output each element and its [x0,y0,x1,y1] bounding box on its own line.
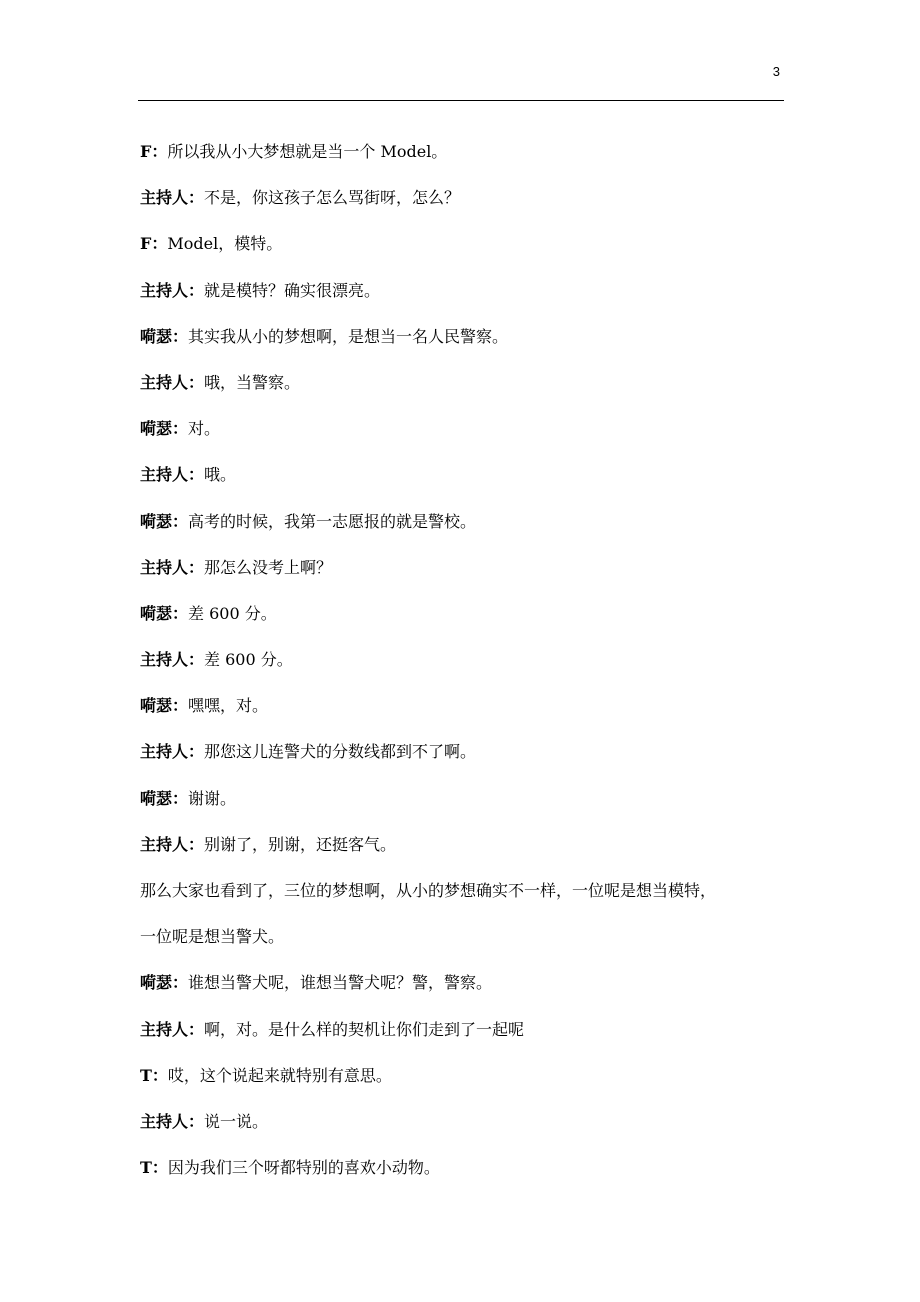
transcript-line [140,545,788,591]
transcript-line [140,914,788,960]
speaker-label: 主持人 [140,650,189,670]
utterance-text: Model，模特。 [167,234,283,254]
speaker-label: 主持人 [140,742,189,762]
transcript-line [140,1007,788,1053]
speaker-separator: ： [151,1158,168,1178]
speaker-separator: ： [172,696,189,716]
utterance-text: 谁想当警犬呢，谁想当警犬呢？警，警察。 [188,973,493,993]
speaker-separator: ： [188,372,205,392]
transcript-line [140,406,788,452]
utterance-text: 对。 [188,419,221,439]
utterance-text: 一位呢是想当警犬。 [140,927,285,947]
speaker-separator: ： [151,234,168,254]
speaker-label: 主持人 [140,834,189,854]
speaker-separator: ： [172,326,189,346]
transcript-line [140,729,788,775]
speaker-label: 主持人 [140,188,189,208]
speaker-label: 嗬瑟 [140,326,173,346]
utterance-text: 差 600 分。 [188,603,277,623]
transcript-line [140,221,788,267]
utterance-text: 那您这儿连警犬的分数线都到不了啊。 [204,742,477,762]
transcript-line [140,868,788,914]
utterance-text: 啊，对。是什么样的契机让你们走到了一起呢 [204,1019,525,1039]
speaker-label: 嗬瑟 [140,788,173,808]
transcript-line [140,960,788,1006]
speaker-label: 主持人 [140,1019,189,1039]
speaker-label: 嗬瑟 [140,696,173,716]
transcript-line [140,637,788,683]
speaker-label: 主持人 [140,280,189,300]
speaker-separator: ： [188,280,205,300]
transcript-line [140,268,788,314]
utterance-text: 嘿嘿，对。 [188,696,269,716]
speaker-separator: ： [172,788,189,808]
header-rule [138,100,784,101]
transcript-line [140,822,788,868]
transcript-line [140,452,788,498]
speaker-separator: ： [151,142,168,161]
transcript-line [140,129,788,175]
utterance-text: 哦。 [204,465,237,485]
speaker-separator: ： [188,742,205,762]
transcript-line [140,1145,788,1191]
speaker-label: 主持人 [140,1111,189,1131]
speaker-separator: ： [188,1111,205,1131]
speaker-separator: ： [172,603,189,623]
transcript-line [140,683,788,729]
speaker-label: 主持人 [140,372,189,392]
speaker-label: 嗬瑟 [140,419,173,439]
utterance-text: 所以我从小大梦想就是当一个 Model。 [167,142,448,161]
page-number: 3 [772,64,780,79]
utterance-text: 就是模特？确实很漂亮。 [204,280,381,300]
speaker-label: T [140,1065,152,1085]
transcript-line [140,314,788,360]
speaker-separator: ： [172,511,189,531]
transcript-line [140,360,788,406]
speaker-label: 嗬瑟 [140,603,173,623]
utterance-text: 不是，你这孩子怎么骂街呀，怎么？ [204,188,461,208]
speaker-label: T [140,1158,152,1178]
utterance-text: 其实我从小的梦想啊，是想当一名人民警察。 [188,326,509,346]
speaker-separator: ： [188,188,205,208]
utterance-text: 哦，当警察。 [204,372,301,392]
transcript-body [140,129,788,1191]
transcript-line [140,776,788,822]
transcript-line [140,499,788,545]
speaker-separator: ： [188,1019,205,1039]
utterance-text: 谢谢。 [188,788,237,808]
transcript-line [140,591,788,637]
speaker-separator: ： [151,1065,168,1085]
utterance-text: 那么大家也看到了，三位的梦想啊，从小的梦想确实不一样，一位呢是想当模特， [140,881,717,900]
utterance-text: 说一说。 [204,1111,269,1131]
speaker-separator: ： [172,973,189,993]
utterance-text: 因为我们三个呀都特别的喜欢小动物。 [167,1158,440,1178]
transcript-line [140,1053,788,1099]
speaker-label: 主持人 [140,465,189,485]
speaker-label: F [140,234,152,254]
speaker-separator: ： [172,419,189,439]
transcript-line [140,1099,788,1145]
utterance-text: 高考的时候，我第一志愿报的就是警校。 [188,511,477,531]
speaker-separator: ： [188,465,205,485]
speaker-separator: ： [188,650,205,670]
speaker-label: 嗬瑟 [140,973,173,993]
speaker-label: 嗬瑟 [140,511,173,531]
utterance-text: 哎，这个说起来就特别有意思。 [167,1065,392,1085]
speaker-separator: ： [188,834,205,854]
utterance-text: 差 600 分。 [204,650,293,670]
utterance-text: 别谢了，别谢，还挺客气。 [204,834,397,854]
transcript-line [140,175,788,221]
speaker-separator: ： [188,557,205,577]
speaker-label: 主持人 [140,557,189,577]
speaker-label: F [140,142,152,161]
utterance-text: 那怎么没考上啊？ [204,557,333,577]
